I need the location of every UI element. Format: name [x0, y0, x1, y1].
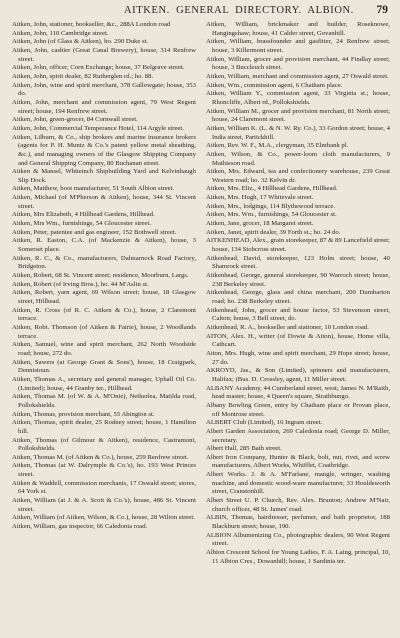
directory-entry: Aitken, Thomas, provision merchant, 55 Abington st.: [12, 410, 155, 418]
entry-columns: [12, 21, 392, 566]
directory-entry: Aitkenhead, George, general storekeeper, 90 Warroch street; house, 238 Berkeley street.: [206, 272, 390, 288]
directory-entry: Aitken, Lilburn, & Co., ship brokers and marine insurance brokers (agents for P. H. Muntz & Co.'s patent yellow metal sheathing, &c.), and managing owners of the Glasgow Shipping Company and General Shipping Company, 80 Buchanan street.: [12, 133, 196, 167]
directory-entry: Aitken, Mrs., lodgings, 114 Blythswood terrace.: [206, 202, 336, 210]
directory-entry: Aitken, John, 110 Cambridge street.: [12, 29, 109, 37]
directory-entry: Aitken, William (of Aitken, Wilson, & Co.), house, 28 Wilton street.: [12, 514, 195, 522]
directory-entry: Aitken, R. Cross (of R. C. Aitken & Co.), house, 2 Claremont terrace.: [12, 306, 196, 323]
directory-entry: Aitken, Mrs. Hugh, 17 Whitevale street.: [206, 194, 314, 202]
directory-entry: Aitken, Thomas (at W. Dalrymple & Co.'s), ho. 193 West Princes street.: [12, 462, 196, 479]
directory-entry: Aitken, William, merchant and commission agent, 27 Oswald street.: [206, 72, 389, 80]
directory-entry: Aitken & Mansel, Whiteinch Shipbuilding Yard and Kelvinhaugh Slip Dock.: [12, 168, 196, 184]
directory-entry: Aitken, Rev. W. F., M.A., clergyman, 35 Elmbank pl.: [206, 142, 349, 150]
header-right-word: ALBION.: [307, 5, 354, 16]
directory-entry: Aitken, John, cashier (Great Canal Brewery), house, 314 Renfrew street.: [12, 46, 196, 63]
directory-entry: Aitken, Samuel, wine and spirit merchant, 262 North Woodside road; house, 272 do.: [12, 341, 196, 357]
directory-entry: ALBIN, Thomas, hairdresser, perfumer, and bath proprietor, 188 Blackburn street; house, 190.: [206, 514, 390, 531]
directory-entry: Aitkenhead, David, storekeeper, 123 Holm street; house, 40 Shamrock street.: [206, 254, 390, 271]
directory-entry: AKROYD, Jas., & Son (Limited), spinners and manufacturers, Halifax; (Bus. D. Crossley, agent, 11 Miller street.: [206, 367, 390, 383]
directory-entry: Aitken, Wm., commission agent, 6 Chatham place.: [206, 81, 343, 89]
directory-entry: Aitken, John, officer, Corn Exchange; house, 37 Belgrave street.: [12, 64, 185, 72]
directory-entry: Aitken, John, Commercial Temperance Hotel, 114 Argyle street.: [12, 124, 184, 132]
directory-entry: Aitken, Jane, grocer, 18 Margaret street.: [206, 220, 314, 228]
header-center: GENERAL DIRECTORY.: [176, 5, 302, 16]
directory-entry: ALBANY Academy, 44 Cumberland street, west; James N. M'Raith, head master; house, 4 Queen's square, Strathbungo.: [206, 384, 390, 401]
directory-entry: Albert Iron Company, Hunter & Black, bolt, nut, rivet, and screw manufacturers, Albert Works, Whifflet, Coatbridge.: [206, 453, 390, 470]
directory-entry: Albert Street U. P. Church, Rev. Alex. Brunton; Andrew M'Nair, church officer, 48 St. James' road.: [206, 497, 390, 513]
directory-entry: Aitkenhead, John, grocer and house factor, 53 Stevenson street, Calton; house, 3 Bell street, do.: [206, 306, 390, 323]
directory-entry: Aitken, Thomas M. (of Aitken & Co.), house, 259 Renfrew street.: [12, 453, 189, 461]
directory-entry: Aitken, R. Easton, C.A. (of Mackenzie & Aitken), house, 3 Somerset place.: [12, 237, 196, 254]
directory-entry: Aitken, John, stationer, bookseller, &c., 288A London road: [12, 21, 171, 28]
directory-entry: Albert Garden Association, 269 Caledonia road; George D. Miller, secretary.: [206, 427, 390, 444]
running-title: [124, 5, 354, 16]
directory-entry: Aiton, Mrs. Hugh, wine and spirit merchant, 29 Hope street; house, 27 do.: [206, 349, 390, 366]
header-left-word: AITKEN.: [124, 5, 170, 16]
directory-entry: Aitken, Wilson, & Co., power-loom cloth manufacturers, 9 Mathieson road.: [206, 150, 390, 167]
directory-entry: Aitken, R. C., & Co., manufacturers, Dalmarnock Road Factory, Bridgeton.: [12, 254, 196, 271]
directory-entry: Aitken, John (of Glass & Aitken), ho. 290 Duke st.: [12, 38, 149, 46]
directory-entry: Aitken, Thomas M. (of W. & A. M'Onie), Netherlea, Matilda road, Pollokshields.: [12, 393, 196, 409]
directory-entry: Aitken, William Y., commission agent, 33 Virginia st.; house, Rhoncliffe, Albert rd., Pollokshields.: [206, 90, 390, 106]
directory-entry: AITON, Alex. H., writer (of Dowie & Aiton), house, Home villa, Cathcart.: [206, 332, 390, 349]
directory-entry: Aitken, Robt. Thomson (of Aitken & Fairie), house, 2 Woodlands terrace.: [12, 323, 196, 340]
directory-entry: Aitken, John, merchant and commission agent, 79 West Regent street; house, 194 Renfrew street.: [12, 98, 196, 115]
directory-entry: Aitken, William, brassfounder and gasfitter, 24 Renfrew street; house, 3 Killermont street.: [206, 38, 390, 54]
directory-entry: Aitken, Matthew, boot manufacturer, 51 South Albion street.: [12, 185, 175, 193]
directory-entry: Aitken, Mrs Wm., furnishings, 54 Gloucester street.: [12, 220, 151, 228]
running-header: [12, 5, 392, 19]
directory-entry: Aitken, Michael (of M'Pherson & Aitken), house, 344 St. Vincent street.: [12, 194, 196, 210]
directory-entry: Aitken, Mrs Elizabeth, 4 Hillhead Gardens, Hillhead.: [12, 211, 155, 219]
directory-entry: ALBION Albumenizing Co., photographic dealers, 90 West Regent street.: [206, 531, 390, 548]
directory-entry: Aitken, William, gas inspector, 66 Caledonia road.: [12, 523, 148, 531]
directory-entry: Aitken, William, brickmaker and builder, Roseknowe, Hangingshaw; house, 41 Calder street, Govanhill.: [206, 21, 390, 37]
directory-entry: Aitken, Thomas A., secretary and general manager, Uphall Oil Co. (Limited); house, 44 Granby ter., Hillhead.: [12, 375, 196, 392]
directory-entry: Aitkenhead, R. A., bookseller and stationer, 10 London road.: [206, 323, 369, 331]
directory-entry: Albert Works. J. & A. M'Farlane, mangle, wringer, washing machine, and domestic wood-ware manufacturer, 33 Houldsworth street, Cranstonhill.: [206, 471, 390, 496]
directory-entry: ALBERT Club (Limited), 16 Ingram street.: [206, 419, 323, 427]
directory-entry: Aitken, William K. (L. & N. W. Ry. Co.), 33 Gordon street; house, 4 India street, Partickhill.: [206, 124, 390, 141]
directory-entry: Aitken, Janet, spirit dealer, 39 Forth st.; ho. 24 do.: [206, 228, 341, 236]
directory-entry: Aitken, John, wine and spirit merchant, 378 Gallowgate; house, 353 do.: [12, 81, 196, 98]
directory-entry: Aitken & Waddell, commission merchants, 17 Oswald street; stores, 64 York st.: [12, 479, 196, 496]
directory-entry: Aitken, William (at J. & A. Scott & Co.'s), house, 486 St. Vincent street.: [12, 497, 196, 513]
directory-entry: Aitken, Robert, yarn agent, 69 Wilson street; house, 18 Glasgow street, Hillhead.: [12, 289, 196, 305]
directory-entry: Aitken, John, green-grocer, 84 Cornwall street.: [12, 116, 138, 124]
directory-entry: Aitken, Mrs. Eliz., 4 Hillhead Gardens, Hillhead.: [206, 185, 338, 193]
directory-entry: Albert Hall, 285 Bath street.: [206, 445, 282, 453]
page-number: 79: [376, 4, 388, 16]
directory-entry: Aitken, Thomas (of Gilmour & Aitken), residence, Castramont, Pollokshields.: [12, 436, 196, 453]
directory-entry: Aitken, Robert, 68 St. Vincent street; residence, Moorburn, Largs.: [12, 272, 189, 280]
directory-entry: Aitken, Thomas, spirit dealer, 25 Rodney street; house, 1 Hamilton hill.: [12, 419, 196, 435]
directory-entry: Aitken, Peter, patentee and gas engineer, 152 Bothwell street.: [12, 228, 177, 236]
directory-entry: AITKENHEAD, Alex., grain storekeeper, 87 & 89 Lancefield street; house, 134 Stobcross street.: [206, 237, 390, 254]
right-column: [206, 21, 390, 566]
directory-entry: Aitken, Mrs. Wm., furnishings, 54 Gloucester st.: [206, 211, 337, 219]
directory-entry: Aitken, Robert (of Irving Bros.), ho. 44 M'Aslin st.: [12, 280, 149, 288]
left-column: [12, 21, 196, 566]
directory-entry: Aitken, John, spirit dealer, 82 Rutherglen rd.; ho. 88.: [12, 72, 154, 80]
directory-entry: Aitken, William M., grocer and provision merchant, 81 North street; house, 24 Claremont street.: [206, 107, 390, 124]
directory-entry: Aitken, Sawers (at George Grant & Sons'), house, 18 Craigpark, Dennistoun.: [12, 358, 196, 375]
directory-entry: Albany Bowling Green, entry by Chatham place or Provan place, off Montrose street.: [206, 401, 390, 418]
directory-entry: Aitken, William, grocer and provision merchant, 44 Findlay street; house, 3 Buccleuch street.: [206, 55, 390, 72]
directory-entry: Aitkenhead, George, glass and china merchant, 200 Dumbarton road; ho. 238 Berkeley street.: [206, 289, 390, 305]
directory-entry: Aitken, Mrs. Edward, tea and confectionery warehouse, 239 Great Western road; ho. 32 Kelvin dr.: [206, 168, 390, 184]
directory-entry: Albion Crescent School for Young Ladies, F. A. Laing, principal, 10, 11 Albion Cres., Dowanhill; house, 1 Sardinia ter.: [206, 549, 390, 565]
